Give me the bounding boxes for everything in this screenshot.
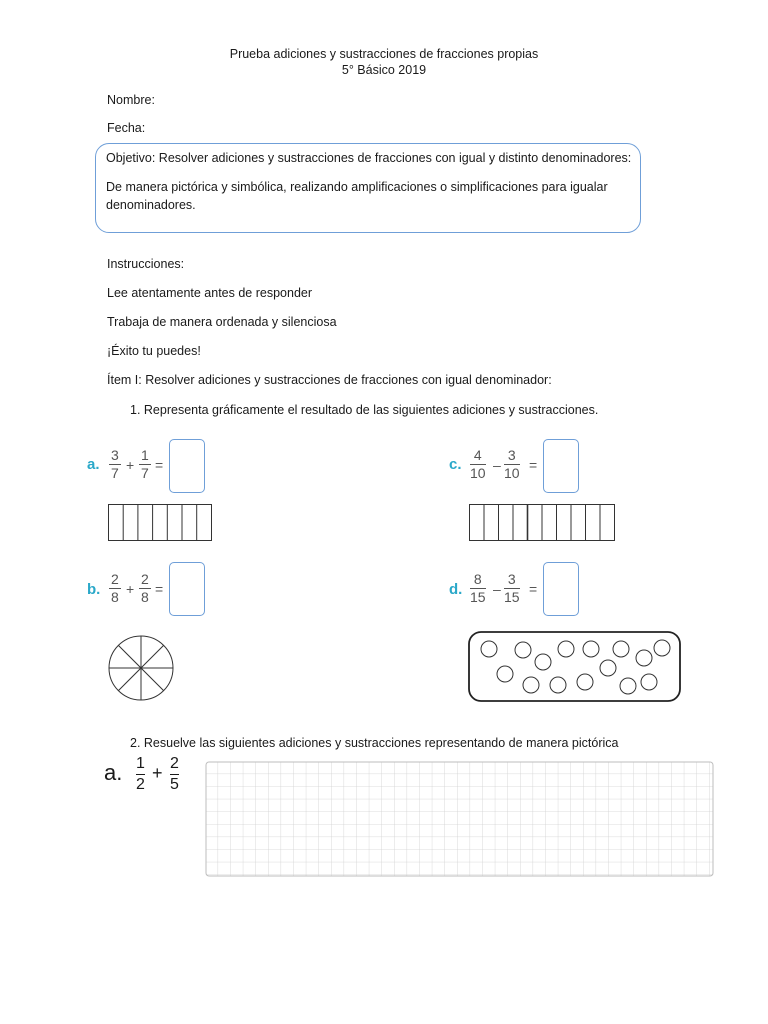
- question-2: 2. Resuelve las siguientes adiciones y sustracciones representando de manera pictórica: [130, 736, 619, 750]
- answer-box-d[interactable]: [543, 562, 579, 616]
- fraction: 2 8: [141, 571, 149, 605]
- fraction: 1 7: [141, 447, 149, 481]
- question-1: 1. Representa gráficamente el resultado de las siguientes adiciones y sustracciones.: [130, 403, 599, 417]
- objective-line-2: De manera pictórica y simbólica, realizando amplificaciones o simplificaciones para igualar: [106, 180, 608, 194]
- answer-box-a[interactable]: [169, 439, 205, 493]
- fraction: 1 2: [136, 755, 145, 793]
- fraction: 2 5: [170, 755, 179, 793]
- instructions-heading: Instrucciones:: [107, 257, 185, 271]
- bar-model-sevenths: [108, 504, 213, 542]
- answer-box-c[interactable]: [543, 439, 579, 493]
- equals-sign: =: [155, 457, 164, 473]
- exercise-label-a: a.: [87, 456, 100, 473]
- exercise-label-d: d.: [449, 581, 463, 598]
- item1-heading: Ítem I: Resolver adiciones y sustracciones de fracciones con igual denominador:: [107, 373, 552, 387]
- page-title: Prueba adiciones y sustracciones de fracciones propias: [229, 47, 539, 61]
- fraction: 3 15: [504, 571, 520, 605]
- objective-line-1: Objetivo: Resolver adiciones y sustracciones de fracciones con igual y distinto denominadores:: [106, 151, 632, 165]
- operator: +: [126, 581, 135, 597]
- objective-line-3: denominadores.: [106, 198, 196, 212]
- fraction: 2 8: [111, 571, 119, 605]
- instruction-item: ¡Éxito tu puedes!: [107, 344, 201, 358]
- grid-paper[interactable]: [205, 761, 715, 878]
- set-model-fifteen-circles: [468, 631, 682, 703]
- fraction: 8 15: [470, 571, 486, 605]
- equals-sign: =: [529, 581, 538, 597]
- fraction: 3 7: [111, 447, 119, 481]
- fraction: 3 10: [504, 447, 520, 481]
- exercise-2a-label: a.: [104, 760, 123, 785]
- circle-model-eighths: [107, 634, 175, 702]
- name-label: Nombre:: [107, 93, 155, 107]
- operator: –: [493, 581, 501, 597]
- instruction-item: Lee atentamente antes de responder: [107, 286, 313, 300]
- fraction: 4 10: [470, 447, 486, 481]
- exercise-label-c: c.: [449, 456, 462, 473]
- instruction-item: Trabaja de manera ordenada y silenciosa: [107, 315, 337, 329]
- equals-sign: =: [155, 581, 164, 597]
- equals-sign: =: [529, 457, 538, 473]
- date-label: Fecha:: [107, 121, 146, 135]
- answer-box-b[interactable]: [169, 562, 205, 616]
- page-subtitle: 5° Básico 2019: [341, 63, 427, 77]
- operator: +: [126, 457, 135, 473]
- operator: –: [493, 457, 501, 473]
- operator: +: [152, 763, 163, 783]
- exercise-label-b: b.: [87, 581, 101, 598]
- bar-model-tenths: [469, 504, 616, 542]
